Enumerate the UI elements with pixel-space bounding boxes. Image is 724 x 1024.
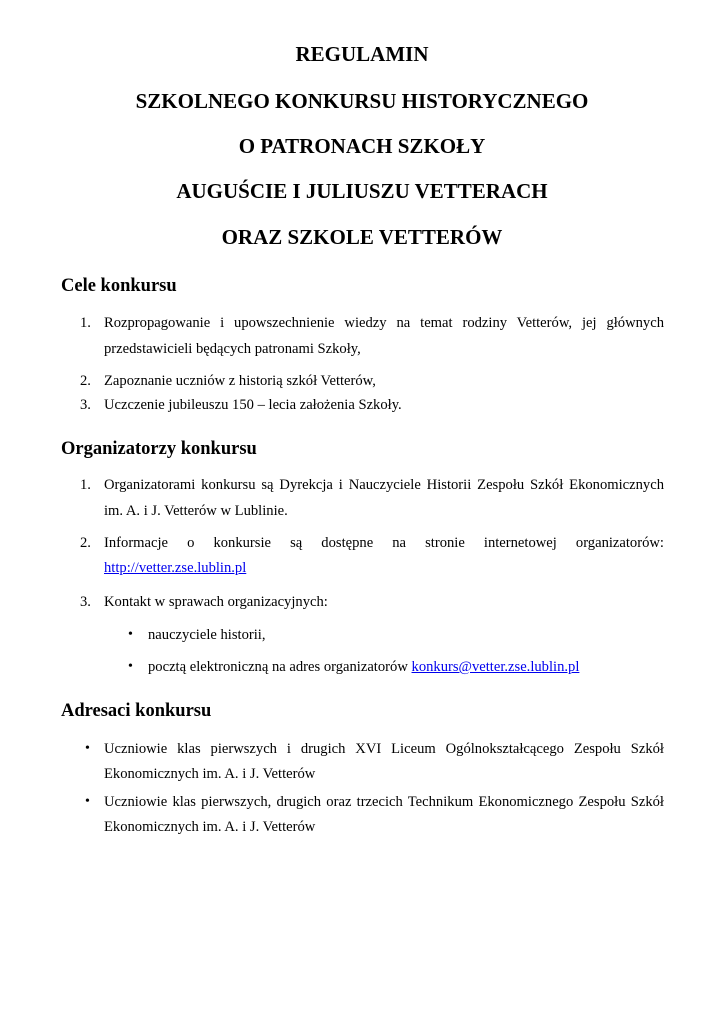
list-number: 1. [80, 315, 91, 331]
website-link[interactable]: http://vetter.zse.lublin.pl [104, 560, 247, 576]
list-item-text: Ekonomicznych im. A. i J. Vetterów [104, 819, 316, 835]
list-number: 3. [80, 594, 91, 610]
list-item-text: Rozpropagowanie i upowszechnienie wiedzy na temat rodziny Vetterów, jej głównych [104, 315, 664, 331]
list-item-text: Informacje o konkursie są dostępne na stronie internetowej organizatorów: [104, 535, 664, 551]
contact-item-email [148, 659, 579, 676]
title-line-5: ORAZ SZKOLE VETTERÓW [221, 225, 503, 249]
list-item-text: przedstawicieli będących patronami Szkoły, [104, 341, 361, 357]
list-item-text: Zapoznanie uczniów z historią szkół Vetterów, [104, 373, 376, 389]
title-line-4: AUGUŚCIE I JULIUSZU VETTERACH [176, 179, 548, 203]
list-number: 2. [80, 535, 91, 551]
bullet-icon: • [128, 659, 133, 674]
section-heading-cele: Cele konkursu [61, 276, 177, 296]
list-item-text: Uczczenie jubileuszu 150 – lecia założenia Szkoły. [104, 397, 402, 413]
contact-email-prefix: pocztą elektroniczną na adres organizatorów [148, 659, 412, 675]
contact-item-teachers: nauczyciele historii, [148, 627, 266, 643]
section-heading-adresaci: Adresaci konkursu [61, 701, 212, 721]
bullet-icon: • [128, 627, 133, 642]
email-link[interactable]: konkurs@vetter.zse.lublin.pl [411, 659, 580, 675]
list-number: 1. [80, 477, 91, 493]
title-line-2: SZKOLNEGO KONKURSU HISTORYCZNEGO [135, 89, 589, 113]
list-number: 3. [80, 397, 91, 413]
list-item-text: Organizatorami konkursu są Dyrekcja i Nauczyciele Historii Zespołu Szkół Ekonomicznych [104, 477, 664, 493]
list-number: 2. [80, 373, 91, 389]
title-line-3: O PATRONACH SZKOŁY [238, 134, 486, 158]
list-item-text: Uczniowie klas pierwszych i drugich XVI Liceum Ogólnokształcącego Zespołu Szkół [104, 741, 664, 757]
website-link-line [104, 560, 246, 577]
bullet-icon: • [85, 741, 90, 756]
section-heading-organizatorzy: Organizatorzy konkursu [61, 439, 257, 459]
bullet-icon: • [85, 794, 90, 809]
list-item-text: Kontakt w sprawach organizacyjnych: [104, 594, 328, 610]
list-item-text: im. A. i J. Vetterów w Lublinie. [104, 503, 288, 519]
list-item-text: Ekonomicznych im. A. i J. Vetterów [104, 766, 316, 782]
title-line-1: REGULAMIN [295, 42, 429, 66]
list-item-text: Uczniowie klas pierwszych, drugich oraz trzecich Technikum Ekonomicznego Zespołu Szkół [104, 794, 664, 810]
